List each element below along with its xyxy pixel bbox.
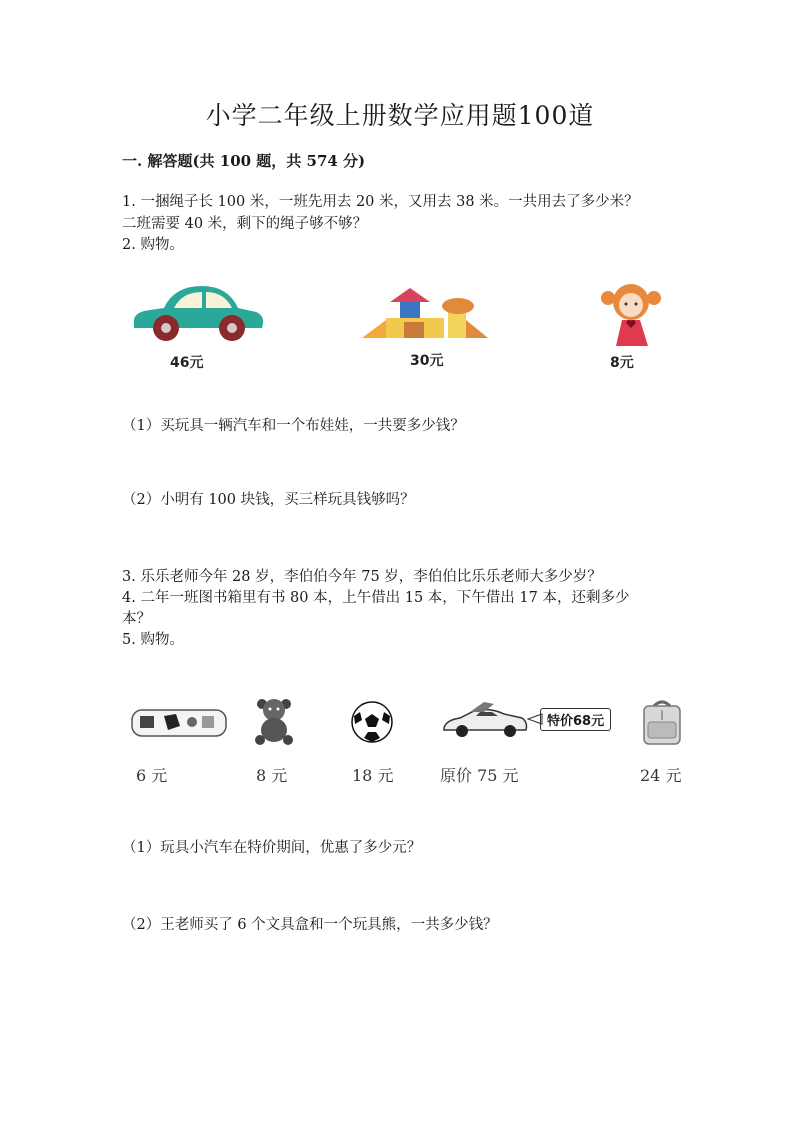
special-price-text: 特价68元 bbox=[547, 714, 605, 729]
pencil-case-price: 6 元 bbox=[136, 766, 168, 785]
sports-car-icon bbox=[440, 700, 530, 740]
pencil-case-icon bbox=[130, 706, 228, 740]
soccer-ball-icon bbox=[350, 700, 394, 744]
page-title: 小学二年级上册数学应用题100道 bbox=[205, 101, 595, 130]
question-1-line-2: 二班需要 40 米，剩下的绳子够不够？ bbox=[122, 216, 368, 232]
soccer-ball-price: 18 元 bbox=[352, 766, 394, 785]
question-5-sub-2: （2）王老师买了 6 个文具盒和一个玩具熊，一共多少钱？ bbox=[122, 917, 498, 933]
doll-price: 8元 bbox=[610, 355, 634, 371]
teddy-bear-icon bbox=[252, 696, 296, 746]
question-2-sub-2: （2）小明有 100 块钱，买三样玩具钱够吗？ bbox=[122, 492, 415, 508]
teddy-bear-price: 8 元 bbox=[256, 766, 288, 785]
car-price: 46元 bbox=[170, 355, 204, 371]
section-heading: 一. 解答题(共 100 题，共 574 分) bbox=[122, 152, 366, 170]
toy-car-icon bbox=[128, 282, 268, 344]
question-1-line-1: 1. 一捆绳子长 100 米，一班先用去 20 米，又用去 38 米。一共用去了多少米？ bbox=[122, 194, 639, 210]
question-5-label: 5. 购物。 bbox=[122, 632, 184, 648]
question-4-line-2: 本？ bbox=[122, 611, 151, 627]
toy-blocks-icon bbox=[362, 286, 490, 342]
question-4-line-1: 4. 二年一班图书箱里有书 80 本，上午借出 15 本，下午借出 17 本，还剩多少 bbox=[122, 590, 630, 606]
doll-icon bbox=[592, 282, 670, 348]
blocks-price: 30元 bbox=[410, 353, 444, 369]
backpack-icon bbox=[640, 698, 684, 746]
question-2-label: 2. 购物。 bbox=[122, 237, 184, 253]
sports-car-price: 原价 75 元 bbox=[440, 766, 519, 785]
special-price-tag bbox=[540, 708, 611, 731]
question-2-sub-1: （1）买玩具一辆汽车和一个布娃娃，一共要多少钱？ bbox=[122, 418, 465, 434]
question-5-sub-1: （1）玩具小汽车在特价期间，优惠了多少元？ bbox=[122, 840, 422, 856]
backpack-price: 24 元 bbox=[640, 766, 682, 785]
question-3: 3. 乐乐老师今年 28 岁，李伯伯今年 75 岁，李伯伯比乐乐老师大多少岁？ bbox=[122, 569, 602, 585]
